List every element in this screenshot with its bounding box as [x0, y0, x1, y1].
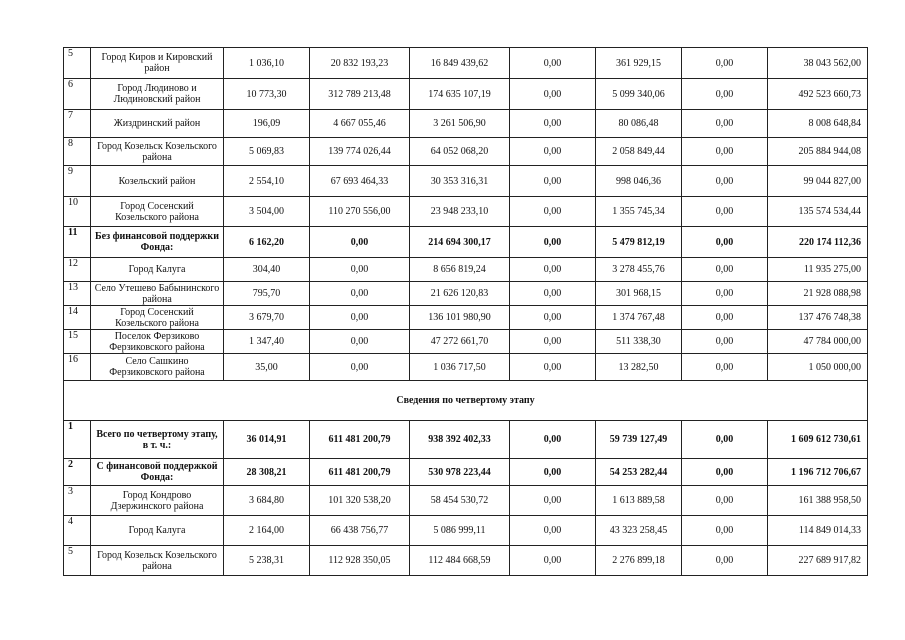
data-table — [63, 47, 868, 576]
value-cell: 0,00 — [510, 138, 596, 166]
value-cell: 998 046,36 — [596, 166, 682, 197]
value-cell: 0,00 — [682, 258, 768, 282]
value-cell: 511 338,30 — [596, 330, 682, 354]
value-cell: 196,09 — [224, 110, 310, 138]
value-cell: 0,00 — [682, 330, 768, 354]
value-cell: 2 164,00 — [224, 516, 310, 546]
value-cell: 0,00 — [510, 486, 596, 516]
value-cell: 2 276 899,18 — [596, 546, 682, 576]
value-cell: 0,00 — [510, 516, 596, 546]
value-cell: 2 058 849,44 — [596, 138, 682, 166]
table-row — [64, 282, 868, 306]
table-row — [64, 354, 868, 381]
row-number: 6 — [64, 79, 91, 110]
value-cell: 0,00 — [510, 258, 596, 282]
row-number: 8 — [64, 138, 91, 166]
value-cell: 0,00 — [682, 166, 768, 197]
section-row — [64, 381, 868, 421]
row-name: Козельский район — [91, 166, 224, 197]
value-cell: 0,00 — [682, 486, 768, 516]
value-cell: 30 353 316,31 — [410, 166, 510, 197]
row-name: Село Сашкино Ферзиковского района — [91, 354, 224, 381]
value-cell: 0,00 — [682, 354, 768, 381]
value-cell: 101 320 538,20 — [310, 486, 410, 516]
row-name: Поселок Ферзиково Ферзиковского района — [91, 330, 224, 354]
value-cell: 0,00 — [682, 516, 768, 546]
value-cell: 0,00 — [510, 421, 596, 459]
row-name: Город Кондрово Дзержинского района — [91, 486, 224, 516]
value-cell: 1 613 889,58 — [596, 486, 682, 516]
value-cell: 0,00 — [510, 459, 596, 486]
value-cell: 0,00 — [510, 306, 596, 330]
value-cell: 21 928 088,98 — [768, 282, 868, 306]
value-cell: 47 272 661,70 — [410, 330, 510, 354]
table-row — [64, 79, 868, 110]
value-cell: 161 388 958,50 — [768, 486, 868, 516]
value-cell: 1 036 717,50 — [410, 354, 510, 381]
value-cell: 59 739 127,49 — [596, 421, 682, 459]
value-cell: 0,00 — [682, 138, 768, 166]
value-cell: 114 849 014,33 — [768, 516, 868, 546]
value-cell: 99 044 827,00 — [768, 166, 868, 197]
value-cell: 174 635 107,19 — [410, 79, 510, 110]
value-cell: 0,00 — [310, 354, 410, 381]
row-number: 10 — [64, 197, 91, 227]
table-row — [64, 306, 868, 330]
value-cell: 0,00 — [310, 282, 410, 306]
value-cell: 611 481 200,79 — [310, 421, 410, 459]
value-cell: 1 036,10 — [224, 48, 310, 79]
value-cell: 47 784 000,00 — [768, 330, 868, 354]
value-cell: 16 849 439,62 — [410, 48, 510, 79]
value-cell: 3 679,70 — [224, 306, 310, 330]
value-cell: 0,00 — [682, 197, 768, 227]
value-cell: 67 693 464,33 — [310, 166, 410, 197]
row-number: 7 — [64, 110, 91, 138]
value-cell: 3 261 506,90 — [410, 110, 510, 138]
value-cell: 54 253 282,44 — [596, 459, 682, 486]
value-cell: 20 832 193,23 — [310, 48, 410, 79]
value-cell: 1 347,40 — [224, 330, 310, 354]
table-row — [64, 546, 868, 576]
table-row — [64, 459, 868, 486]
value-cell: 36 014,91 — [224, 421, 310, 459]
value-cell: 58 454 530,72 — [410, 486, 510, 516]
value-cell: 530 978 223,44 — [410, 459, 510, 486]
value-cell: 137 476 748,38 — [768, 306, 868, 330]
value-cell: 938 392 402,33 — [410, 421, 510, 459]
value-cell: 10 773,30 — [224, 79, 310, 110]
value-cell: 23 948 233,10 — [410, 197, 510, 227]
value-cell: 0,00 — [310, 330, 410, 354]
row-number: 16 — [64, 354, 91, 381]
value-cell: 5 238,31 — [224, 546, 310, 576]
row-name: Город Людиново и Людиновский район — [91, 79, 224, 110]
row-number: 13 — [64, 282, 91, 306]
section-title: Сведения по четвертому этапу — [64, 381, 868, 421]
value-cell: 611 481 200,79 — [310, 459, 410, 486]
row-number: 5 — [64, 546, 91, 576]
value-cell: 35,00 — [224, 354, 310, 381]
value-cell: 0,00 — [682, 282, 768, 306]
table-body — [64, 48, 868, 576]
value-cell: 1 374 767,48 — [596, 306, 682, 330]
value-cell: 0,00 — [682, 459, 768, 486]
value-cell: 1 196 712 706,67 — [768, 459, 868, 486]
value-cell: 492 523 660,73 — [768, 79, 868, 110]
row-number: 1 — [64, 421, 91, 459]
value-cell: 0,00 — [682, 306, 768, 330]
row-number: 9 — [64, 166, 91, 197]
table-row — [64, 258, 868, 282]
row-number: 4 — [64, 516, 91, 546]
value-cell: 227 689 917,82 — [768, 546, 868, 576]
value-cell: 0,00 — [682, 421, 768, 459]
table-row — [64, 227, 868, 258]
value-cell: 361 929,15 — [596, 48, 682, 79]
value-cell: 0,00 — [310, 227, 410, 258]
value-cell: 5 099 340,06 — [596, 79, 682, 110]
value-cell: 136 101 980,90 — [410, 306, 510, 330]
table-row — [64, 166, 868, 197]
value-cell: 64 052 068,20 — [410, 138, 510, 166]
value-cell: 0,00 — [510, 110, 596, 138]
row-number: 15 — [64, 330, 91, 354]
value-cell: 301 968,15 — [596, 282, 682, 306]
value-cell: 3 504,00 — [224, 197, 310, 227]
table-row — [64, 138, 868, 166]
row-name: Село Утешево Бабынинского района — [91, 282, 224, 306]
value-cell: 5 069,83 — [224, 138, 310, 166]
row-name: Без финансовой поддержки Фонда: — [91, 227, 224, 258]
table-row — [64, 197, 868, 227]
value-cell: 66 438 756,77 — [310, 516, 410, 546]
row-number: 5 — [64, 48, 91, 79]
value-cell: 21 626 120,83 — [410, 282, 510, 306]
value-cell: 0,00 — [510, 79, 596, 110]
value-cell: 0,00 — [682, 48, 768, 79]
row-number: 2 — [64, 459, 91, 486]
table-row — [64, 486, 868, 516]
table-row — [64, 330, 868, 354]
value-cell: 13 282,50 — [596, 354, 682, 381]
value-cell: 0,00 — [510, 282, 596, 306]
row-number: 12 — [64, 258, 91, 282]
row-name: Всего по четвертому этапу, в т. ч.: — [91, 421, 224, 459]
row-name: Город Киров и Кировский район — [91, 48, 224, 79]
value-cell: 4 667 055,46 — [310, 110, 410, 138]
value-cell: 220 174 112,36 — [768, 227, 868, 258]
value-cell: 43 323 258,45 — [596, 516, 682, 546]
value-cell: 135 574 534,44 — [768, 197, 868, 227]
row-name: Город Калуга — [91, 516, 224, 546]
value-cell: 112 928 350,05 — [310, 546, 410, 576]
table-row — [64, 421, 868, 459]
row-name: Жиздринский район — [91, 110, 224, 138]
value-cell: 2 554,10 — [224, 166, 310, 197]
row-name: С финансовой поддержкой Фонда: — [91, 459, 224, 486]
value-cell: 0,00 — [682, 227, 768, 258]
value-cell: 112 484 668,59 — [410, 546, 510, 576]
row-number: 14 — [64, 306, 91, 330]
value-cell: 0,00 — [510, 546, 596, 576]
row-name: Город Козельск Козельского района — [91, 138, 224, 166]
value-cell: 304,40 — [224, 258, 310, 282]
value-cell: 3 684,80 — [224, 486, 310, 516]
value-cell: 1 609 612 730,61 — [768, 421, 868, 459]
value-cell: 38 043 562,00 — [768, 48, 868, 79]
row-name: Город Калуга — [91, 258, 224, 282]
value-cell: 5 479 812,19 — [596, 227, 682, 258]
value-cell: 0,00 — [310, 258, 410, 282]
value-cell: 0,00 — [682, 110, 768, 138]
value-cell: 8 008 648,84 — [768, 110, 868, 138]
value-cell: 0,00 — [510, 227, 596, 258]
value-cell: 0,00 — [510, 330, 596, 354]
data-table-sheet — [63, 47, 867, 576]
value-cell: 312 789 213,48 — [310, 79, 410, 110]
value-cell: 8 656 819,24 — [410, 258, 510, 282]
value-cell: 0,00 — [682, 79, 768, 110]
value-cell: 0,00 — [510, 166, 596, 197]
value-cell: 28 308,21 — [224, 459, 310, 486]
value-cell: 1 355 745,34 — [596, 197, 682, 227]
table-row — [64, 516, 868, 546]
row-number: 11 — [64, 227, 91, 258]
table-row — [64, 48, 868, 79]
value-cell: 110 270 556,00 — [310, 197, 410, 227]
value-cell: 80 086,48 — [596, 110, 682, 138]
value-cell: 139 774 026,44 — [310, 138, 410, 166]
value-cell: 205 884 944,08 — [768, 138, 868, 166]
value-cell: 0,00 — [682, 546, 768, 576]
row-name: Город Козельск Козельского района — [91, 546, 224, 576]
value-cell: 1 050 000,00 — [768, 354, 868, 381]
value-cell: 6 162,20 — [224, 227, 310, 258]
value-cell: 0,00 — [510, 197, 596, 227]
value-cell: 795,70 — [224, 282, 310, 306]
value-cell: 214 694 300,17 — [410, 227, 510, 258]
row-number: 3 — [64, 486, 91, 516]
row-name: Город Сосенский Козельского района — [91, 306, 224, 330]
value-cell: 5 086 999,11 — [410, 516, 510, 546]
row-name: Город Сосенский Козельского района — [91, 197, 224, 227]
value-cell: 11 935 275,00 — [768, 258, 868, 282]
value-cell: 3 278 455,76 — [596, 258, 682, 282]
table-row — [64, 110, 868, 138]
value-cell: 0,00 — [510, 354, 596, 381]
value-cell: 0,00 — [510, 48, 596, 79]
value-cell: 0,00 — [310, 306, 410, 330]
